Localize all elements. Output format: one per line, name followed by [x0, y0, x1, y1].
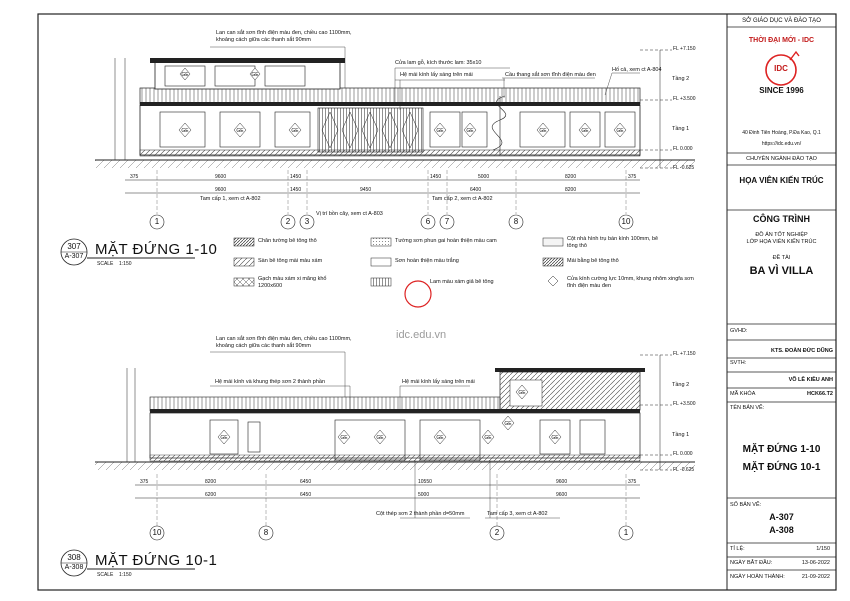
vertical-dims-left-1 — [115, 58, 125, 160]
grid-label: 8 — [263, 528, 269, 537]
dim-label: 6450 — [300, 492, 312, 498]
dim-label: 375 — [140, 479, 149, 485]
note-step3: Tam cấp 3, xem ct A-802 — [487, 511, 548, 517]
grid-label: 2 — [494, 528, 500, 537]
svg-text:GE: GE — [220, 435, 228, 441]
elevation-1-scale-label: SCALE — [97, 261, 114, 267]
tb-svth-value: VÕ LÊ KIỀU ANH — [788, 377, 833, 383]
level-lines-2 — [640, 355, 672, 470]
tb-end-value: 21-09-2022 — [801, 574, 830, 580]
dim-label: 375 — [628, 174, 637, 180]
tb-scale-value: 1/150 — [816, 546, 830, 552]
elevation-1-tag-bottom: A-307 — [64, 253, 84, 260]
elevation-2-heading: MẶT ĐỨNG 10-1 — [95, 552, 218, 569]
dim-label: 5000 — [418, 492, 430, 498]
dim-label: 375 — [130, 174, 139, 180]
tb-gvhd-value: KTS. ĐOÀN ĐỨC DŨNG — [770, 348, 833, 354]
svg-text:GE: GE — [518, 390, 526, 396]
tb-since: SINCE 1996 — [759, 86, 804, 95]
dim-label: 9600 — [556, 479, 568, 485]
note-skylight-1: Hệ mái kính lấy sáng trên mái — [400, 72, 473, 78]
note-glass-roof: Hệ mái kính và khung thép sơn 2 thành phần — [215, 379, 326, 385]
elevation-2-tag-bottom: A-308 — [64, 564, 84, 571]
tb-sheet-no-2: A-308 — [769, 525, 794, 535]
note-planter: Vị trí bồn cây, xem ct A-803 — [316, 211, 383, 217]
slab-level-2 — [140, 102, 640, 106]
tb-ministry: SỞ GIÁO DỤC VÀ ĐÀO TẠO — [742, 18, 821, 24]
wood-louver — [318, 108, 423, 152]
legend-label: Gạch màu xám xi măng khổ 1200x600 — [258, 276, 327, 289]
grid-label: 6 — [425, 217, 431, 226]
svg-text:GE: GE — [181, 72, 189, 78]
svg-text:GE: GE — [340, 435, 348, 441]
tb-svth-label: SVTH: — [730, 360, 747, 366]
svg-text:GE: GE — [376, 435, 384, 441]
roof-slab-2 — [495, 368, 645, 372]
grid-bubbles-2 — [150, 526, 633, 540]
tb-dept-value: HỌA VIÊN KIẾN TRÚC — [739, 176, 824, 185]
tb-dept-label: CHUYÊN NGÀNH ĐÀO TẠO — [746, 156, 817, 162]
svg-text:GE: GE — [616, 128, 624, 134]
svg-text:GE: GE — [484, 435, 492, 441]
grid-lines-1 — [157, 170, 626, 214]
watermark: idc.edu.vn — [396, 329, 447, 341]
floor-label: Tầng 2 — [672, 76, 690, 82]
legend-label: Sàn bê tông mài màu xám — [258, 258, 323, 264]
title-block-rows — [727, 27, 836, 570]
svg-text:GE: GE — [581, 128, 589, 134]
tb-start-label: NGÀY BẮT ĐẦU: — [730, 560, 773, 566]
elevation-1-tag-top: 307 — [67, 242, 81, 251]
watermark-logo — [405, 281, 431, 307]
svg-text:GE: GE — [251, 72, 259, 78]
svg-text:GE: GE — [291, 128, 299, 134]
legend-label: Mái bằng bê tông thô — [567, 258, 619, 264]
dim-label: 8200 — [565, 174, 577, 180]
elevation-2-tag-top: 308 — [67, 553, 81, 562]
note-steel-column: Cột thép sơn 2 thành phần d=50mm — [376, 511, 465, 517]
tb-project-label: CÔNG TRÌNH — [753, 214, 810, 224]
dim-label: 1450 — [290, 174, 302, 180]
svg-text:GE: GE — [181, 128, 189, 134]
note-railing-1: Lan can sắt sơn tĩnh điện màu đen, chiều cao 1100mm, khoảng cách giữa các thanh sắt 90mm — [216, 30, 352, 43]
tb-topic-value: BA VÌ VILLA — [749, 265, 814, 277]
elevation-1-scale: 1:150 — [119, 261, 132, 267]
tb-class-value: HCK66.T2 — [807, 391, 833, 397]
tb-sheet-no-label: SỐ BẢN VẼ: — [730, 502, 762, 508]
roof-slab — [150, 58, 345, 63]
slab-2 — [150, 409, 640, 413]
legend-label: Lam màu xám giả bê tông — [430, 279, 494, 285]
dim-label: 8200 — [205, 479, 217, 485]
tb-sheet-no-1: A-307 — [769, 512, 794, 522]
note-tree-hole: Hố cả, xem ct A-804 — [612, 67, 662, 73]
ground-hatch-2 — [95, 462, 695, 470]
grid-label: 1 — [154, 217, 160, 226]
ground-hatch — [95, 160, 695, 168]
tb-brand: THỜI ĐẠI MỚI - IDC — [748, 37, 815, 44]
level-label: FL +3.500 — [673, 96, 696, 102]
tb-start-value: 13-06-2022 — [801, 560, 830, 566]
note-step1: Tam cấp 1, xem ct A-802 — [200, 196, 261, 202]
svg-text:GE: GE — [236, 128, 244, 134]
tb-scale-label: TỈ LỆ: — [730, 546, 745, 552]
tb-class-label: MÃ KHÓA — [730, 391, 756, 397]
floor-label: Tầng 1 — [672, 432, 690, 438]
tb-sheet-name-label: TÊN BẢN VẼ: — [730, 405, 765, 411]
dim-label: 9450 — [360, 187, 372, 193]
grid-label: 1 — [623, 528, 629, 537]
legend-label: Chân tường bê tông thô — [258, 238, 317, 244]
legend-label: Tường sơn phun gai hoàn thiện màu cam — [395, 238, 497, 244]
level-label: FL +7.150 — [673, 46, 696, 52]
svg-text:GE: GE — [466, 128, 474, 134]
elevation-1-10 — [95, 47, 695, 229]
dim-label: 1450 — [290, 187, 302, 193]
svg-text:GE: GE — [551, 435, 559, 441]
elevation-1-heading: MẶT ĐỨNG 1-10 — [95, 241, 218, 258]
level-label: FL -0.625 — [673, 165, 695, 171]
vertical-dims-left-2 — [127, 368, 135, 462]
tb-topic-label: ĐỀ TÀI — [772, 255, 791, 261]
level-label: FL -0.625 — [673, 467, 695, 473]
svg-text:GE: GE — [436, 128, 444, 134]
level-label: FL 0.000 — [673, 146, 693, 152]
dim-label: 375 — [628, 479, 637, 485]
note-step2: Tam cấp 2, xem ct A-802 — [432, 196, 493, 202]
tb-address: 40 Đinh Tiên Hoàng, P.Đa Kao, Q.1 — [742, 130, 821, 136]
note-wood-louver: Cửa lam gỗ, kích thước lam: 35x10 — [395, 60, 482, 66]
grid-label: 3 — [304, 217, 310, 226]
tb-sheet-name-1: MẶT ĐỨNG 1-10 — [742, 444, 821, 455]
svg-text:GE: GE — [436, 435, 444, 441]
tb-logo-text: IDC — [774, 64, 788, 73]
legend-label: Cửa kính cường lực 10mm, khung nhôm xingfa sơn tĩnh điện màu đen — [567, 276, 694, 289]
tb-end-label: NGÀY HOÀN THÀNH: — [730, 574, 785, 580]
dim-label: 9600 — [215, 174, 227, 180]
elevation-2-scale-label: SCALE — [97, 572, 114, 578]
tb-website: https://idc.edu.vn/ — [761, 141, 802, 147]
tb-gvhd-label: GVHD: — [730, 328, 748, 334]
note-railing-2: Lan can sắt sơn tĩnh điện màu đen, chiều cao 1100mm, khoảng cách giữa các thanh sắt 90mm — [216, 336, 352, 349]
dim-label: 10550 — [418, 479, 432, 485]
grid-label: 10 — [621, 217, 631, 226]
level-label: FL +7.150 — [673, 351, 696, 357]
legend-label: Cột nhà hình trụ bán kính 100mm, bê tông thô — [567, 236, 659, 249]
railing-2 — [150, 397, 500, 411]
grid-label: 8 — [513, 217, 519, 226]
dim-label: 6200 — [205, 492, 217, 498]
svg-text:GE: GE — [504, 421, 512, 427]
grid-label: 7 — [444, 217, 450, 226]
legend-label: Sơn hoàn thiện màu trắng — [395, 258, 459, 264]
level-label: FL 0.000 — [673, 451, 693, 457]
tb-project-sub1: ĐỒ ÁN TỐT NGHIỆP — [755, 232, 808, 238]
railing-level-2 — [140, 88, 640, 104]
svg-text:GE: GE — [539, 128, 547, 134]
elevation-2-scale: 1:150 — [119, 572, 132, 578]
grid-label: 2 — [285, 217, 291, 226]
dim-label: 9600 — [215, 187, 227, 193]
note-stair: Cầu thang sắt sơn tĩnh điện màu đen — [505, 72, 596, 78]
grid-bubbles-1 — [150, 215, 633, 229]
dim-label: 1450 — [430, 174, 442, 180]
level-label: FL +3.500 — [673, 401, 696, 407]
horizontal-dims-1 — [125, 180, 640, 193]
floor-label: Tầng 2 — [672, 382, 690, 388]
dim-label: 8200 — [565, 187, 577, 193]
note-skylight-2: Hệ mái kính lấy sáng trên mái — [402, 379, 475, 385]
grid-label: 10 — [152, 528, 162, 537]
floor-label: Tầng 1 — [672, 126, 690, 132]
dim-label: 5000 — [478, 174, 490, 180]
dim-label: 6400 — [470, 187, 482, 193]
dim-label: 9600 — [556, 492, 568, 498]
tb-sheet-name-2: MẶT ĐỨNG 10-1 — [742, 462, 821, 473]
dim-label: 6450 — [300, 479, 312, 485]
tb-project-sub2: LỚP HỌA VIÊN KIẾN TRÚC — [746, 239, 817, 245]
